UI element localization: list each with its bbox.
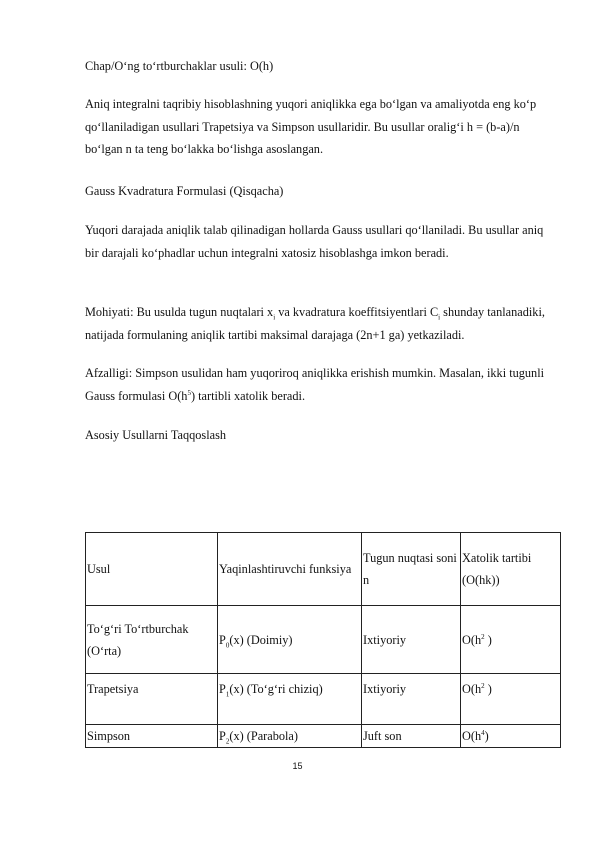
err-superscript: 2 — [481, 632, 485, 641]
line-rectangle-method: Chap/O‘ng to‘rtburchaklar usuli: O(h) — [85, 59, 274, 73]
cell-nodes: Ixtiyoriy — [362, 674, 461, 725]
err-superscript: 2 — [481, 681, 485, 690]
fn-suffix: (x) (Doimiy) — [229, 632, 293, 647]
fn-subscript: 2 — [225, 737, 230, 746]
fn-subscript: 0 — [225, 640, 230, 649]
table-row — [86, 606, 561, 674]
cell-function — [218, 725, 362, 748]
cell-function — [218, 674, 362, 725]
fn-prefix: P — [219, 682, 226, 696]
err-suffix: ) — [484, 632, 492, 647]
err-suffix: ) — [484, 682, 492, 696]
cell-error — [461, 725, 561, 748]
cell-function — [218, 606, 362, 674]
paragraph-advantage — [85, 362, 555, 407]
header-approx-function: Yaqinlashtiruvchi funksiya — [218, 533, 362, 606]
header-node-count: Tugun nuqtasi soni n — [362, 533, 461, 606]
fn-subscript: 1 — [225, 690, 230, 699]
fn-suffix: (x) (To‘g‘ri chiziq) — [229, 682, 323, 696]
err-suffix: ) — [484, 729, 489, 743]
cell-method: Simpson — [86, 725, 218, 748]
page-number: 15 — [292, 761, 303, 771]
heading-gauss-quadrature: Gauss Kvadratura Formulasi (Qisqacha) — [85, 184, 284, 198]
err-prefix: O(h — [462, 682, 482, 696]
err-prefix: O(h — [462, 632, 482, 647]
cell-error — [461, 606, 561, 674]
essence-text-a: Mohiyati: Bu usulda tugun nuqtalari x — [85, 305, 274, 319]
subscript-i-2: i — [438, 313, 441, 322]
essence-text-c: shunday tanlanadiki, natijada formulaning aniqlik tartibi maksimal darajaga (2n+1 ga) yetkaziladi. — [85, 305, 545, 342]
heading-comparison: Asosiy Usullarni Taqqoslash — [85, 428, 227, 442]
cell-nodes: Ixtiyoriy — [362, 606, 461, 674]
cell-method: To‘g‘ri To‘rtburchak (O‘rta) — [86, 606, 218, 674]
essence-text-b: va kvadratura koeffitsiyentlari C — [275, 305, 439, 319]
fn-suffix: (x) (Parabola) — [229, 729, 298, 743]
cell-error — [461, 674, 561, 725]
table-row — [86, 674, 561, 725]
fn-prefix: P — [219, 729, 226, 743]
table-row — [86, 725, 561, 748]
advantage-text-b: ) tartibli xatolik beradi. — [190, 388, 306, 403]
subscript-i-1: i — [273, 313, 276, 322]
err-prefix: O(h — [462, 729, 482, 743]
paragraph-essence — [85, 301, 555, 346]
fn-prefix: P — [219, 632, 226, 647]
paragraph-gauss-intro — [85, 219, 555, 264]
comparison-table — [85, 532, 561, 748]
err-superscript: 4 — [481, 728, 485, 737]
header-method: Usul — [86, 533, 218, 606]
advantage-text-a: Afzalligi: Simpson usulidan ham yuqoriroq aniqlikka erishish mumkin. Masalan, ikki tugunli Gauss formulasi O(h — [85, 366, 545, 403]
superscript-5: 5 — [187, 388, 191, 397]
table-header-row — [86, 533, 561, 606]
cell-nodes: Juft son — [362, 725, 461, 748]
cell-method: Trapetsiya — [86, 674, 218, 725]
header-error-order: Xatolik tartibi (O(hk)) — [461, 533, 561, 606]
paragraph-trapezoid-simpson: Aniq integralni taqribiy hisoblashning yuqori aniqlikka ega bo‘lgan va amaliyotda eng ko‘p qo‘llaniladigan usullari Trapetsiya va Simpson usullaridir. Bu usullar oralig‘i h = (b-a)/n bo‘lgan n ta teng bo‘lakka bo‘lishga asoslangan. — [85, 97, 537, 156]
gauss-intro-text: Yuqori darajada aniqlik talab qilinadigan hollarda Gauss usullari qo‘llaniladi. Bu usullar aniq bir darajali ko‘phadlar uchun integralni xatosiz hisoblashga imkon beradi. — [85, 223, 544, 260]
